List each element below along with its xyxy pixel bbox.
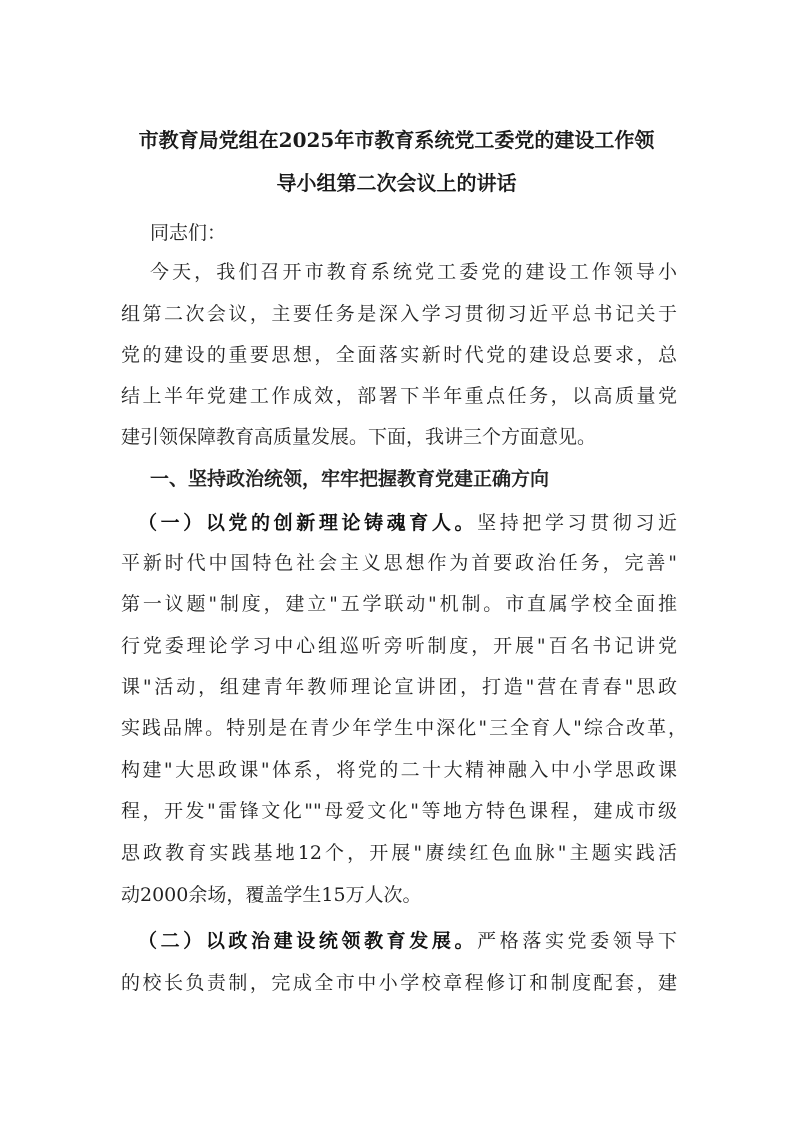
intro-line: 今天，我们召开市教育系统党工委党的建设工作领导小 [150,261,677,283]
subsection-1-heading: （一）以党的创新理论铸魂育人。 [138,512,478,534]
body-line: 第一议题"制度，建立"五学联动"机制。市直属学校全面推 [121,593,677,615]
subsection-2-text: 严格落实党委领导下 [477,930,677,952]
intro-line: 结上半年党建工作成效，部署下半年重点任务，以高质量党 [121,385,677,407]
body-line: 思政教育实践基地12个，开展"赓续红色血脉"主题实践活 [121,842,677,864]
subsection-1-text: 坚持把学习贯彻习近 [477,512,677,534]
document-title-line-2: 导小组第二次会议上的讲话 [276,171,517,195]
intro-line: 党的建设的重要思想，全面落实新时代党的建设总要求，总 [121,344,677,366]
body-line: 动2000余场，覆盖学生15万人次。 [121,884,422,906]
subsection-1-first-line [138,511,677,535]
document-title-line-1: 市教育局党组在2025年市教育系统党工委党的建设工作领 [138,128,655,152]
body-line: 实践品牌。特别是在青少年学生中深化"三全育人"综合改革， [121,717,687,739]
subsection-2-heading: （二）以政治建设统领教育发展。 [138,930,478,952]
body-line: 的校长负责制，完成全市中小学校章程修订和制度配套，建 [121,972,677,994]
salutation: 同志们： [150,222,227,244]
body-line: 课"活动，组建青年教师理论宣讲团，打造"营在青春"思政 [121,676,677,698]
body-line: 平新时代中国特色社会主义思想作为首要政治任务，完善" [121,552,677,574]
body-line: 行党委理论学习中心组巡听旁听制度，开展"百名书记讲党 [121,635,677,657]
body-line: 程，开发"雷锋文化""母爱文化"等地方特色课程，建成市级 [121,800,677,822]
intro-line: 组第二次会议，主要任务是深入学习贯彻习近平总书记关于 [121,303,677,325]
intro-line: 建引领保障教育高质量发展。下面，我讲三个方面意见。 [121,426,597,448]
body-line: 构建"大思政课"体系，将党的二十大精神融入中小学思政课 [121,759,677,781]
section-heading: 一、坚持政治统领，牢牢把握教育党建正确方向 [150,468,550,490]
subsection-2-first-line [138,929,677,953]
